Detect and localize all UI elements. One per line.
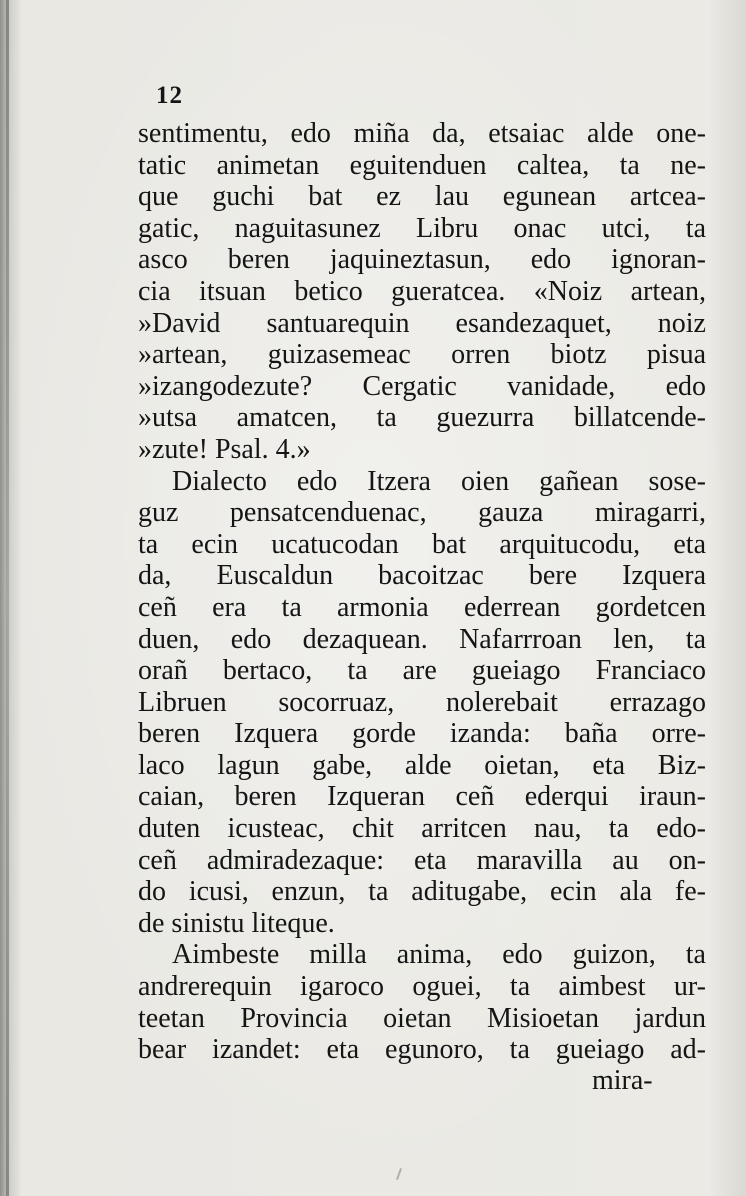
text-line: do icusi, enzun, ta aditugabe, ecin ala fe- xyxy=(138,876,706,908)
text-line: guz pensatcenduenac, gauza miragarri, xyxy=(138,497,706,529)
text-line: »zute! Psal. 4.» xyxy=(138,433,311,465)
text-line: ta ecin ucatucodan bat arquitucodu, eta xyxy=(138,528,706,560)
text-line: tatic animetan eguitenduen caltea, ta ne- xyxy=(138,149,706,181)
text-line: ceñ admiradezaque: eta maravilla au on- xyxy=(138,844,706,876)
text-line: asco beren jaquineztasun, edo ignoran- xyxy=(138,244,706,276)
text-line: »artean, guizasemeac orren biotz pisua xyxy=(138,339,706,371)
page-number: 12 xyxy=(156,82,183,109)
body-text xyxy=(138,118,706,1066)
text-line: orañ bertaco, ta are gueiago Franciaco xyxy=(138,655,706,687)
text-line: teetan Provincia oietan Misioetan jardun xyxy=(138,1002,706,1034)
text-line: ceñ era ta armonia ederrean gordetcen xyxy=(138,591,706,623)
text-line: duen, edo dezaquean. Nafarrroan len, ta xyxy=(138,623,706,655)
paper-blemish xyxy=(396,1168,402,1180)
text-line: »izangodezute? Cergatic vanidade, edo xyxy=(138,370,706,402)
book-gutter-edge xyxy=(6,0,9,1196)
text-line: bear izandet: eta egunoro, ta gueiago ad- xyxy=(138,1034,706,1066)
text-line: laco lagun gabe, alde oietan, eta Biz- xyxy=(138,749,706,781)
text-line: cia itsuan betico gueratcea. «Noiz artean, xyxy=(138,275,706,307)
paragraph-start-line: Dialecto edo Itzera oien gañean sose- xyxy=(172,465,706,497)
text-line: duten icusteac, chit arritcen nau, ta edo- xyxy=(138,813,706,845)
text-line: sentimentu, edo miña da, etsaiac alde one- xyxy=(138,118,706,149)
text-line: beren Izquera gorde izanda: baña orre- xyxy=(138,718,706,750)
text-line: Libruen socorruaz, nolerebait errazago xyxy=(138,686,706,718)
text-line: andrerequin igaroco oguei, ta aimbest ur- xyxy=(138,971,706,1003)
text-line: »David santuarequin esandezaquet, noiz xyxy=(138,307,706,339)
text-line: que guchi bat ez lau egunean artcea- xyxy=(138,181,706,213)
text-line: caian, beren Izqueran ceñ ederqui iraun- xyxy=(138,781,706,813)
catchword: mira- xyxy=(592,1065,653,1096)
text-line: »utsa amatcen, ta guezurra billatcende- xyxy=(138,402,706,434)
text-line: da, Euscaldun bacoitzac bere Izquera xyxy=(138,560,706,592)
paragraph-start-line: Aimbeste milla anima, edo guizon, ta xyxy=(172,939,706,971)
text-line: de sinistu liteque. xyxy=(138,907,335,939)
text-line: gatic, naguitasunez Libru onac utci, ta xyxy=(138,212,706,244)
